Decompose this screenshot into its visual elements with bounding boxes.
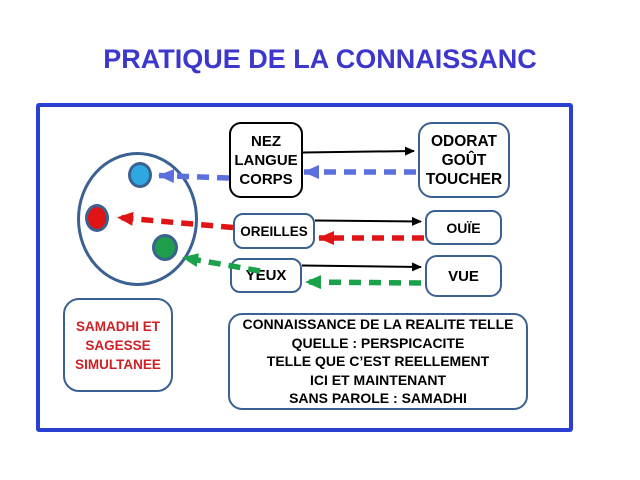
ouie-label: OUÏE <box>446 219 481 236</box>
odorat-line: ODORAT <box>430 132 497 150</box>
knowledge-line-4: ICI ET MAINTENANT <box>309 371 447 388</box>
gout-line: GOÛT <box>441 151 487 169</box>
red-dot <box>85 204 109 232</box>
oreilles-box <box>233 213 315 249</box>
langue-line: LANGUE <box>234 151 298 169</box>
knowledge-line-5: SANS PAROLE : SAMADHI <box>289 390 467 407</box>
ouie-box <box>425 210 502 245</box>
samadhi-line: SAMADHI ET <box>76 318 160 334</box>
toucher-line: TOUCHER <box>425 170 503 188</box>
odorat-gout-toucher-box <box>418 122 510 198</box>
oreilles-label: OREILLES <box>240 223 308 239</box>
knowledge-box <box>228 313 528 410</box>
yeux-label: YEUX <box>245 267 287 284</box>
knowledge-line-2: QUELLE : PERSPICACITE <box>291 334 465 351</box>
knowledge-line-3: TELLE QUE C’EST REELLEMENT <box>266 353 490 370</box>
nez-line: NEZ <box>251 132 281 150</box>
blue-dot <box>128 162 152 188</box>
vue-label: VUE <box>448 267 479 285</box>
knowledge-line-1: CONNAISSANCE DE LA REALITE TELLE <box>242 316 514 333</box>
simultanee-line: SIMULTANEE <box>75 356 161 372</box>
sagesse-line: SAGESSE <box>85 337 151 353</box>
nez-langue-corps-box <box>229 122 303 198</box>
vue-box <box>425 255 502 297</box>
yeux-box <box>230 258 302 293</box>
corps-line: CORPS <box>239 170 293 188</box>
green-dot <box>152 234 178 261</box>
samadhi-box <box>63 298 173 392</box>
page-title: PRATIQUE DE LA CONNAISSANC <box>103 44 537 74</box>
